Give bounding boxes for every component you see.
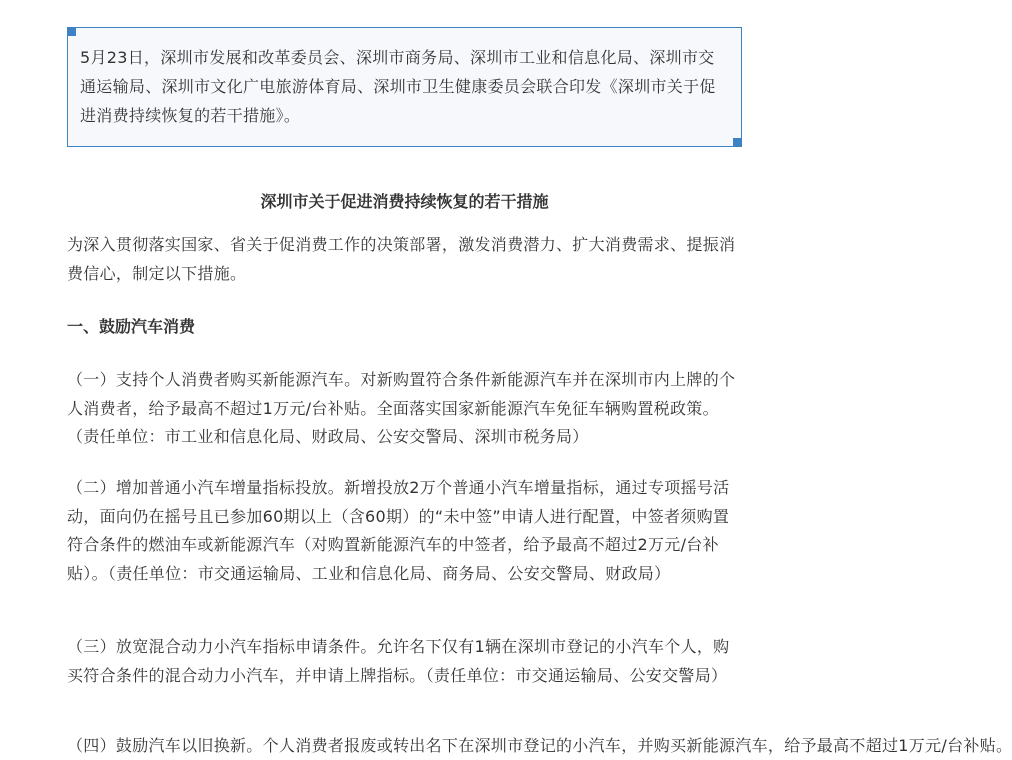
measure-item-1: （一）支持个人消费者购买新能源汽车。对新购置符合条件新能源汽车并在深圳市内上牌的个人消费者，给予最高不超过1万元/台补贴。全面落实国家新能源汽车免征车辆购置税政策。（责任单位：市工业和信息化局、财政局、公安交警局、深圳市税务局） [67,370,736,446]
measure-item-4-text: （四）鼓励汽车以旧换新。个人消费者报废或转出名下在深圳市登记的小汽车，并购买新能源汽车，给予最高不超过1万元/台补贴。 [67,736,1012,755]
measure-item-2: （二）增加普通小汽车增量指标投放。新增投放2万个普通小汽车增量指标，通过专项摇号活动，面向仍在摇号且已参加60期以上（含60期）的“未中签”申请人进行配置，中签者须购置符合条件的燃油车或新能源汽车（对购置新能源汽车的中签者，给予最高不超过2万元/台补贴）。（责任单位：市交通运输局、工业和信息化局、商务局、公安交警局、财政局） [67,478,730,583]
measure-item-3: （三）放宽混合动力小汽车指标申请条件。允许名下仅有1辆在深圳市登记的小汽车个人，购买符合条件的混合动力小汽车，并申请上牌指标。（责任单位：市交通运输局、公安交警局） [67,637,730,685]
intro-text: 5月23日，深圳市发展和改革委员会、深圳市商务局、深圳市工业和信息化局、深圳市交通运输局、深圳市文化广电旅游体育局、深圳市卫生健康委员会联合印发《深圳市关于促进消费持续恢复的若干措施》。 [80,48,716,125]
intro-callout-box [67,27,742,147]
preamble-paragraph: 为深入贯彻落实国家、省关于促消费工作的决策部署，激发消费潜力、扩大消费需求、提振消费信心，制定以下措施。 [67,235,736,283]
document-title: 深圳市关于促进消费持续恢复的若干措施 [260,192,549,211]
section-heading: 一、鼓励汽车消费 [67,317,196,336]
measure-item-4-cutoff [67,736,1012,755]
